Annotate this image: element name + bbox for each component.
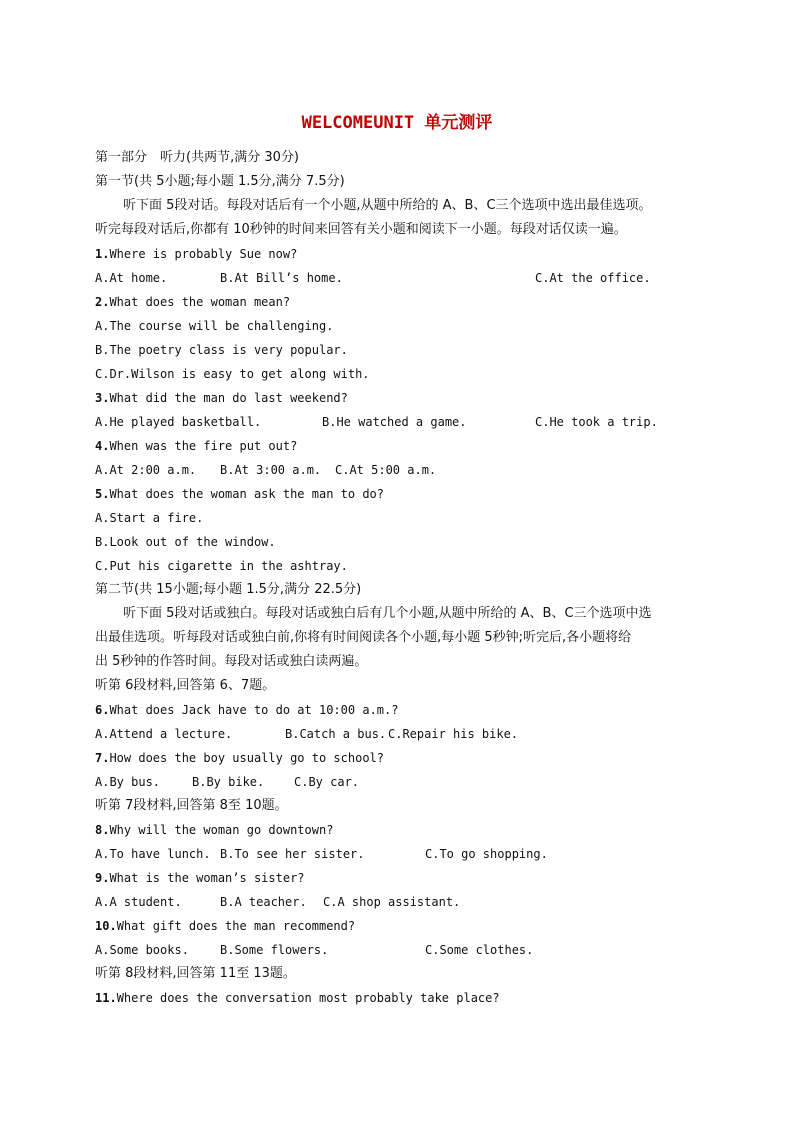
material-6-heading: 听第 6段材料,回答第 6、7题。 <box>95 678 276 693</box>
option-b: B.A teacher. <box>220 895 307 909</box>
question-1 <box>95 242 700 266</box>
option-b: B.Look out of the window. <box>95 535 276 549</box>
option-a: A.The course will be challenging. <box>95 319 334 333</box>
material-7-heading: 听第 7段材料,回答第 8至 10题。 <box>95 798 288 813</box>
option-b: B.At Bill’s home. <box>220 271 343 285</box>
question-3-options <box>95 410 700 434</box>
question-text: How does the boy usually go to school? <box>109 751 384 765</box>
question-8 <box>95 818 700 842</box>
question-text: Where is probably Sue now? <box>109 247 298 261</box>
option-c: C.Repair his bike. <box>388 727 519 741</box>
question-number: 8. <box>95 823 110 837</box>
option-b: B.He watched a game. <box>322 415 467 429</box>
option-c: C.He took a trip. <box>535 415 658 429</box>
section2-instructions-line2: 出最佳选项。听每段对话或独白前,你将有时间阅读各个小题,每小题 5秒钟;听完后,各小题将给 <box>95 630 632 645</box>
question-11 <box>95 986 700 1010</box>
question-2 <box>95 290 700 314</box>
option-c: C.By car. <box>294 775 360 789</box>
option-c: C.Put his cigarette in the ashtray. <box>95 559 348 573</box>
question-text: What does Jack have to do at 10:00 a.m.? <box>109 703 399 717</box>
material-8-heading: 听第 8段材料,回答第 11至 13题。 <box>95 966 296 981</box>
question-1-options <box>95 266 700 290</box>
option-c: C.Dr.Wilson is easy to get along with. <box>95 367 370 381</box>
question-text: What does the woman mean? <box>109 295 291 309</box>
part1-heading: 第一部分 听力(共两节,满分 30分) <box>95 150 299 165</box>
option-b: B.By bike. <box>192 775 265 789</box>
question-5 <box>95 482 700 506</box>
question-7 <box>95 746 700 770</box>
question-9-options <box>95 890 700 914</box>
option-b: B.Catch a bus. <box>285 727 387 741</box>
question-6 <box>95 698 700 722</box>
question-number: 1. <box>95 247 110 261</box>
option-a: A.Attend a lecture. <box>95 727 233 741</box>
question-4-options <box>95 458 700 482</box>
question-number: 10. <box>95 919 117 933</box>
question-text: What gift does the man recommend? <box>116 919 356 933</box>
option-c: C.At 5:00 a.m. <box>335 463 437 477</box>
option-a: A.A student. <box>95 895 182 909</box>
question-number: 6. <box>95 703 110 717</box>
section2-instructions-line1: 听下面 5段对话或独白。每段对话或独白后有几个小题,从题中所给的 A、B、C三个选项中选 <box>123 606 652 621</box>
question-8-options <box>95 842 700 866</box>
question-text: What did the man do last weekend? <box>109 391 348 405</box>
option-b: B.To see her sister. <box>220 847 365 861</box>
section2-heading: 第二节(共 15小题;每小题 1.5分,满分 22.5分) <box>95 582 362 597</box>
option-a: A.By bus. <box>95 775 161 789</box>
section2-instructions-line3: 出 5秒钟的作答时间。每段对话或独白读两遍。 <box>95 654 368 669</box>
question-10-options <box>95 938 700 962</box>
option-b: B.The poetry class is very popular. <box>95 343 348 357</box>
question-text: Where does the conversation most probably take place? <box>116 991 500 1005</box>
question-number: 9. <box>95 871 110 885</box>
question-text: Why will the woman go downtown? <box>109 823 334 837</box>
question-number: 5. <box>95 487 110 501</box>
question-number: 11. <box>95 991 117 1005</box>
option-a: A.He played basketball. <box>95 415 262 429</box>
option-b: B.Some flowers. <box>220 943 329 957</box>
option-a: A.At 2:00 a.m. <box>95 463 197 477</box>
option-a: A.Some books. <box>95 943 189 957</box>
question-text: What is the woman’s sister? <box>109 871 305 885</box>
question-text: When was the fire put out? <box>109 439 298 453</box>
question-3 <box>95 386 700 410</box>
question-text: What does the woman ask the man to do? <box>109 487 384 501</box>
section1-instructions-line2: 听完每段对话后,你都有 10秒钟的时间来回答有关小题和阅读下一小题。每段对话仅读一遍。 <box>95 222 627 237</box>
question-7-options <box>95 770 700 794</box>
question-9 <box>95 866 700 890</box>
question-6-options <box>95 722 700 746</box>
section1-heading: 第一节(共 5小题;每小题 1.5分,满分 7.5分) <box>95 174 345 189</box>
option-c: C.At the office. <box>535 271 651 285</box>
question-number: 3. <box>95 391 110 405</box>
option-c: C.Some clothes. <box>425 943 534 957</box>
document-body <box>95 146 700 1010</box>
option-a: A.At home. <box>95 271 168 285</box>
option-b: B.At 3:00 a.m. <box>220 463 322 477</box>
document-title: WELCOMEUNIT 单元测评 <box>301 113 493 133</box>
question-number: 4. <box>95 439 110 453</box>
option-c: C.To go shopping. <box>425 847 548 861</box>
question-10 <box>95 914 700 938</box>
question-number: 7. <box>95 751 110 765</box>
option-a: A.To have lunch. <box>95 847 211 861</box>
question-number: 2. <box>95 295 110 309</box>
section1-instructions-line1: 听下面 5段对话。每段对话后有一个小题,从题中所给的 A、B、C三个选项中选出最佳选项。 <box>123 198 652 213</box>
option-a: A.Start a fire. <box>95 511 204 525</box>
option-c: C.A shop assistant. <box>323 895 461 909</box>
question-4 <box>95 434 700 458</box>
